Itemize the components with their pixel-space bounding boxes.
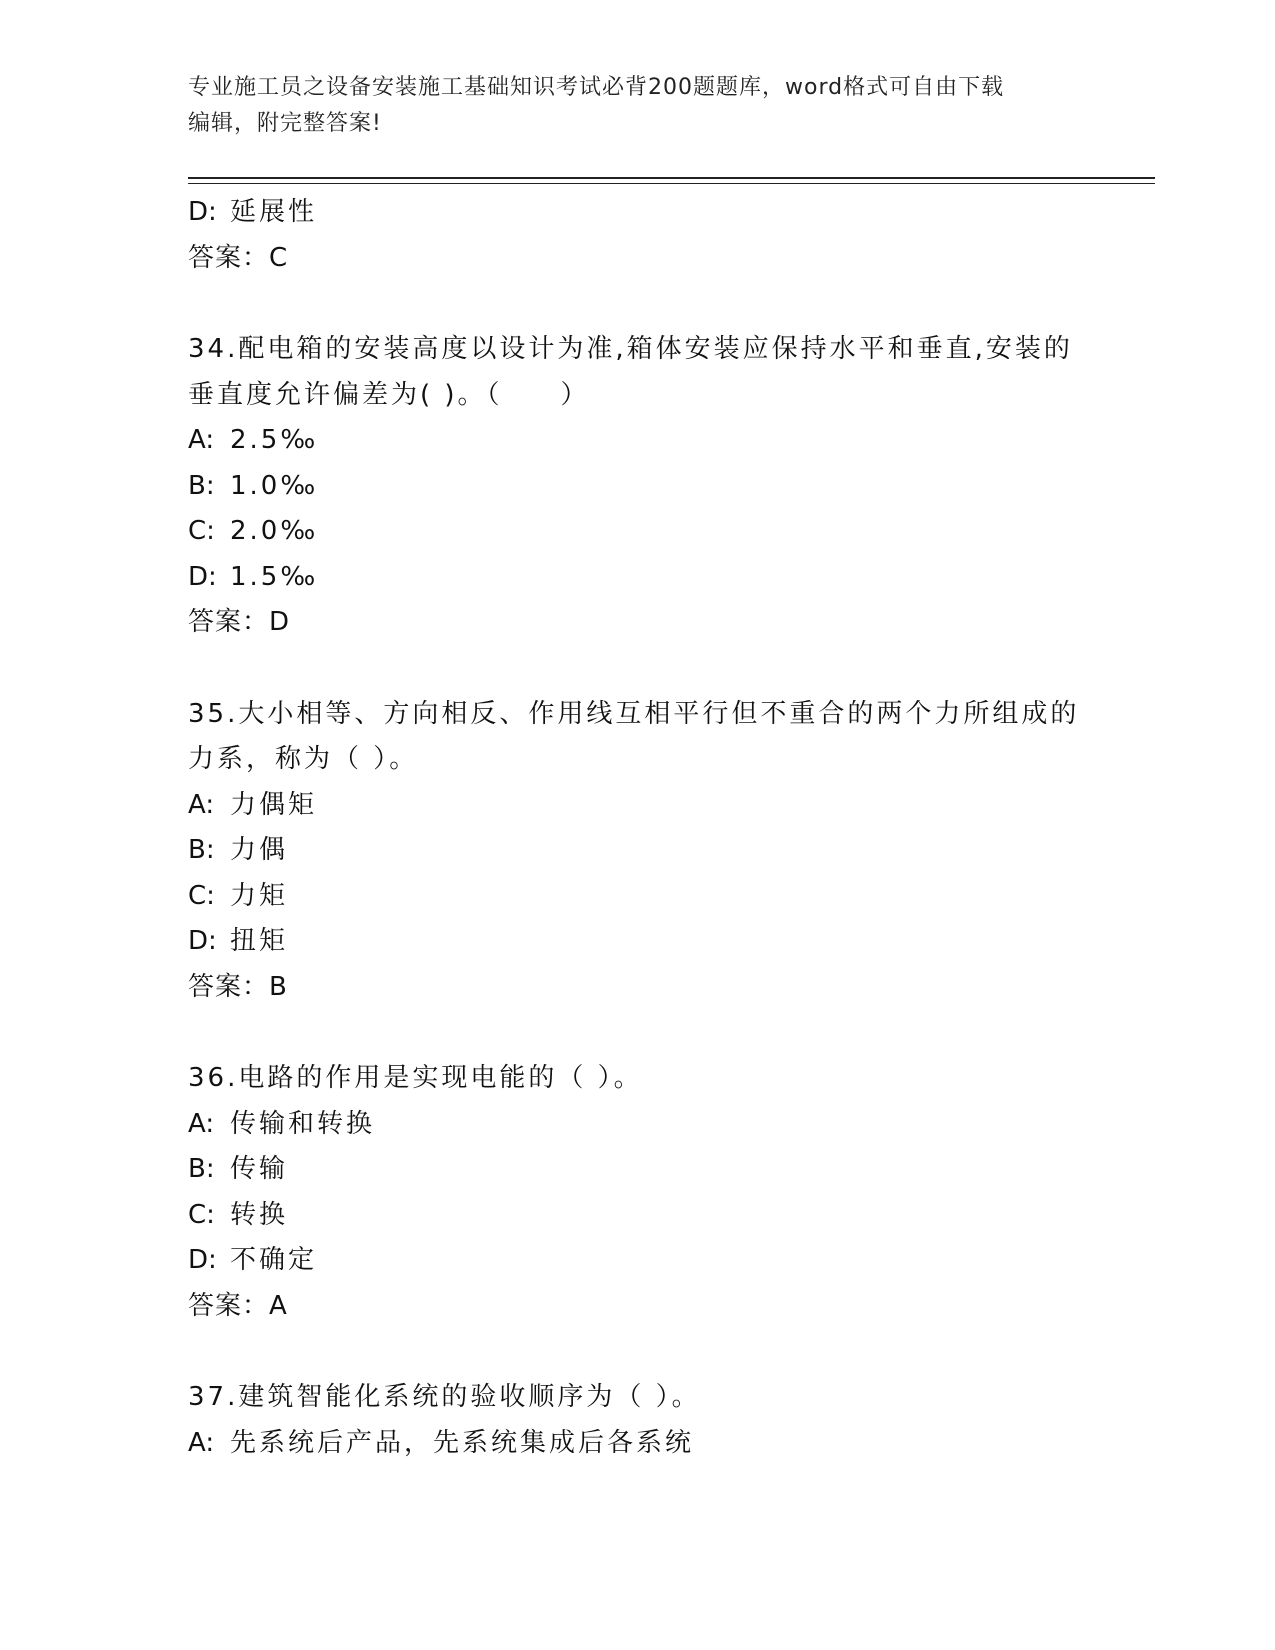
option-letter: B:	[188, 835, 215, 865]
option-a	[188, 1102, 1108, 1148]
option-text: 扭矩	[230, 926, 289, 956]
option-letter: B:	[188, 470, 215, 501]
header-rule-thick	[188, 177, 1155, 179]
option-letter: D:	[188, 926, 217, 956]
option-letter: A:	[188, 425, 215, 455]
question-stem: 36.电路的作用是实现电能的（ ）。	[188, 1063, 643, 1093]
answer-line: 答案：D	[188, 607, 291, 637]
answer-line: 答案：A	[188, 1290, 288, 1321]
option-text: 2.5‰	[230, 425, 319, 455]
option-letter: A:	[188, 1108, 215, 1139]
option-d	[188, 190, 1108, 236]
option-c	[188, 509, 1108, 555]
answer-line: 答案：C	[188, 242, 289, 273]
option-text: 延展性	[230, 197, 318, 227]
header-title-line-2: 编辑，附完整答案!	[188, 111, 382, 136]
option-c	[188, 1193, 1108, 1239]
question-stem: 35.大小相等、方向相反、作用线互相平行但不重合的两个力所组成的	[188, 698, 1080, 729]
option-b	[188, 828, 1108, 874]
option-letter: D:	[188, 561, 217, 592]
option-text: 力偶矩	[230, 789, 318, 820]
option-d	[188, 919, 1108, 965]
question-stem-continued: 力系，称为（ ）。	[188, 744, 419, 774]
question-list	[188, 190, 1108, 1466]
question-35	[188, 692, 1108, 1011]
question-stem-continued: 垂直度允许偏差为( )。（ ）	[188, 379, 590, 410]
question-spacer	[188, 646, 1108, 692]
option-letter: C:	[188, 516, 215, 546]
option-d	[188, 1238, 1108, 1284]
option-letter: A:	[188, 1427, 215, 1458]
option-d	[188, 555, 1108, 601]
option-text: 传输	[230, 1154, 289, 1184]
question-34	[188, 327, 1108, 646]
option-text: 1.0‰	[230, 470, 319, 501]
question-37	[188, 1375, 1108, 1466]
option-c	[188, 874, 1108, 920]
header-title-line-1: 专业施工员之设备安装施工基础知识考试必背200题题库，word格式可自由下载	[188, 75, 1005, 100]
option-letter: B:	[188, 1154, 215, 1184]
header-rule-thin	[188, 183, 1155, 184]
option-text: 力偶	[230, 835, 289, 865]
question-spacer	[188, 1329, 1108, 1375]
option-text: 不确定	[230, 1245, 318, 1275]
option-b	[188, 464, 1108, 510]
option-text: 先系统后产品，先系统集成后各系统	[230, 1427, 695, 1458]
answer-line: 答案：B	[188, 971, 288, 1002]
question-stem: 34.配电箱的安装高度以设计为准,箱体安装应保持水平和垂直,安装的	[188, 334, 1073, 364]
option-letter: C:	[188, 880, 215, 911]
option-a	[188, 1421, 1108, 1467]
option-letter: A:	[188, 789, 215, 820]
option-text: 传输和转换	[230, 1108, 376, 1139]
question-spacer	[188, 281, 1108, 327]
option-letter: C:	[188, 1199, 215, 1230]
option-b	[188, 1147, 1108, 1193]
document-header	[188, 70, 1088, 142]
option-letter: D:	[188, 197, 217, 227]
question-36	[188, 1056, 1108, 1329]
option-text: 1.5‰	[230, 561, 319, 592]
option-text: 转换	[230, 1199, 289, 1230]
option-text: 力矩	[230, 880, 289, 911]
option-a	[188, 418, 1108, 464]
option-letter: D:	[188, 1245, 217, 1275]
question-stem: 37.建筑智能化系统的验收顺序为（ ）。	[188, 1382, 701, 1412]
option-a	[188, 783, 1108, 829]
option-text: 2.0‰	[230, 516, 319, 546]
question-spacer	[188, 1010, 1108, 1056]
